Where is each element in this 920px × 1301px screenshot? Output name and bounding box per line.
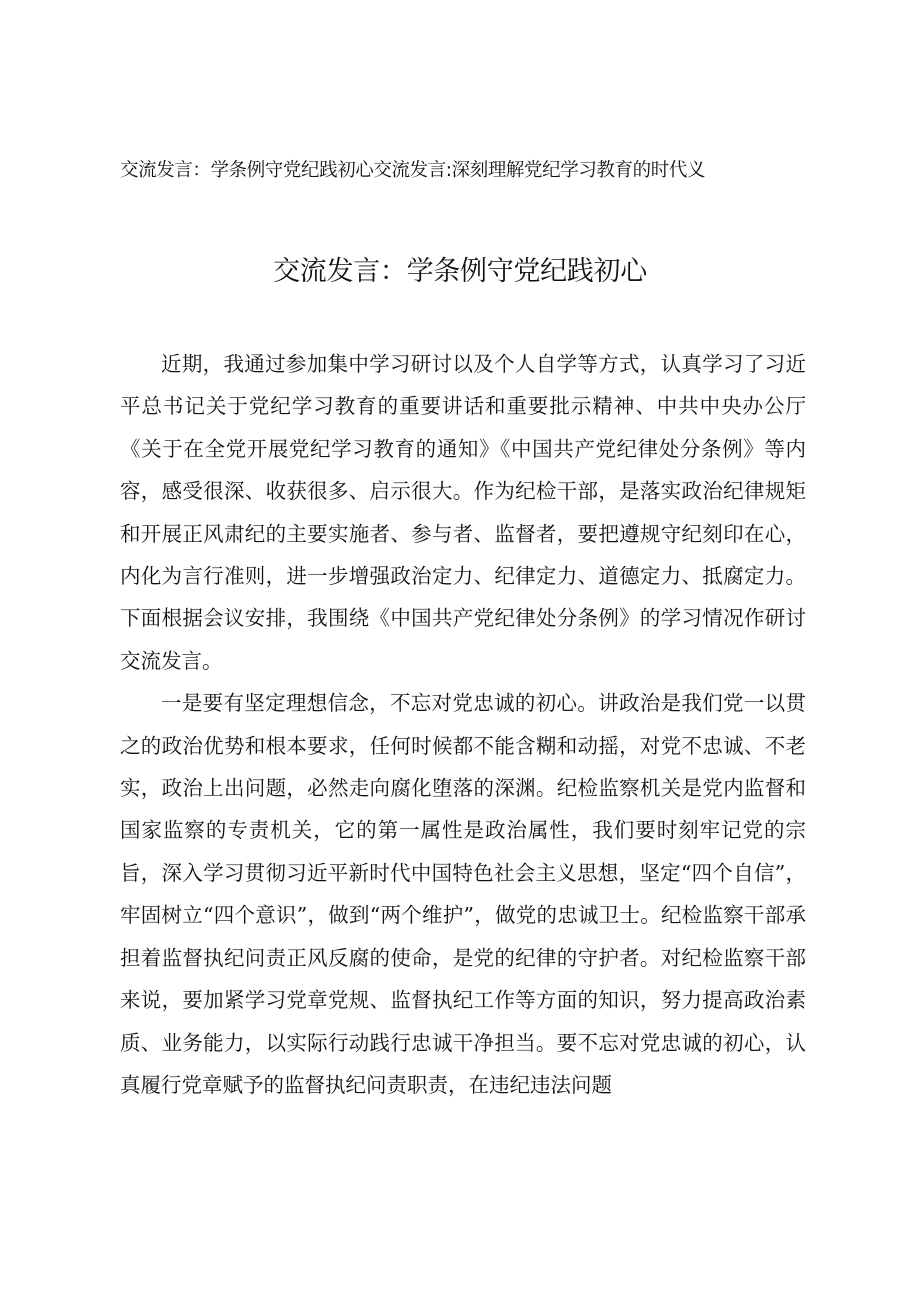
paragraph-intro: 近期，我通过参加集中学习研讨以及个人自学等方式，认真学习了习近平总书记关于党纪学习教育的重要讲话和重要批示精神、中共中央办公厅《关于在全党开展党纪学习教育的通知》《中国共产党纪律处分条例》等内容，感受很深、收获很多、启示很大。作为纪检干部，是落实政治纪律规矩和开展正风肃纪的主要实施者、参与者、监督者，要把遵规守纪刻印在心，内化为言行准则，进一步增强政治定力、纪律定力、道德定力、抵腐定力。下面根据会议安排，我围绕《中国共产党纪律处分条例》的学习情况作研讨交流发言。 — [120, 352, 806, 673]
document-body — [120, 343, 806, 1106]
running-header: 交流发言：学条例守党纪践初心交流发言:深刻理解党纪学习教育的时代义 — [120, 160, 706, 181]
paragraph-point-one: 一是要有坚定理想信念，不忘对党忠诚的初心。讲政治是我们党一以贯之的政治优势和根本要求，任何时候都不能含糊和动摇，对党不忠诚、不老实，政治上出问题，必然走向腐化堕落的深渊。纪检监察机关是党内监督和国家监察的专责机关，它的第一属性是政治属性，我们要时刻牢记党的宗旨，深入学习贯彻习近平新时代中国特色社会主义思想，坚定“四个自信”，牢固树立“四个意识”，做到“两个维护”，做党的忠诚卫士。纪检监察干部承担着监督执纪问责正风反腐的使命，是党的纪律的守护者。对纪检监察干部来说，要加紧学习党章党规、监督执纪工作等方面的知识，努力提高政治素质、业务能力，以实际行动践行忠诚干净担当。要不忘对党忠诚的初心，认真履行党章赋予的监督执纪问责职责，在违纪违法问题 — [120, 691, 806, 1097]
document-title: 交流发言：学条例守党纪践初心 — [273, 256, 647, 287]
